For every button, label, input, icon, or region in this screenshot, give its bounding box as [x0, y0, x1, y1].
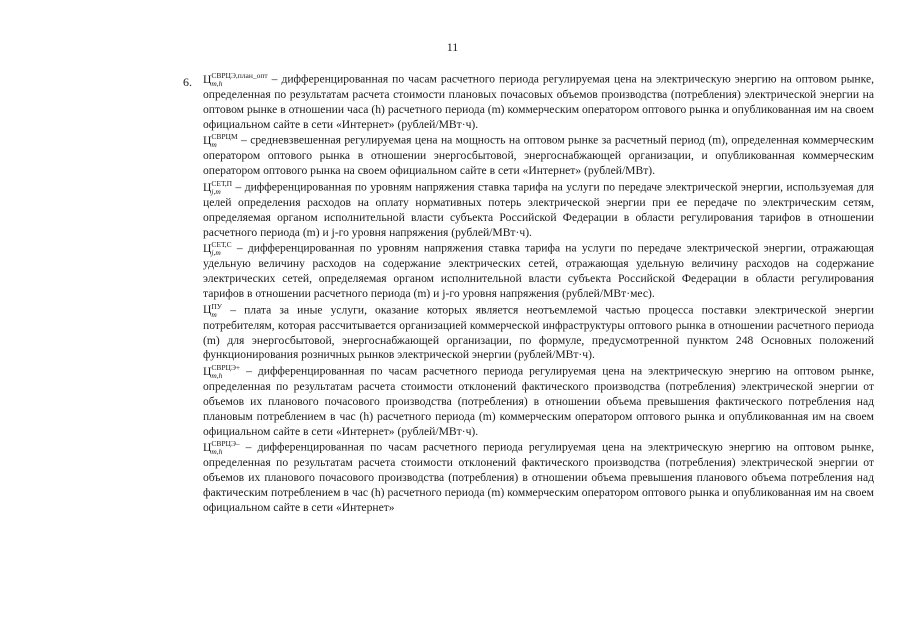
- formula-symbol: [203, 132, 238, 150]
- symbol-subscript: j,m: [211, 186, 221, 196]
- definition-paragraph: [203, 133, 874, 179]
- formula-symbol: [203, 439, 240, 457]
- definition-paragraph: [203, 180, 874, 240]
- formula-symbol: [203, 240, 232, 258]
- symbol-subscript: m: [211, 309, 217, 319]
- definition-paragraph: [203, 303, 874, 363]
- symbol-base: Ц: [203, 364, 212, 378]
- definition-text: – плата за иные услуги, оказание которых является неотъемлемой частью процесса поставки электрической энергии потребителям, которая рассчитывается организацией коммерческой инфраструктуры оптового рынка в отношении расчетного периода (m) для энергосбытовой, энергоснабжающей организации, по формуле, предусмотренной пунктом 248 Основных положений функционирования розничных рынков электрической энергии (рублей/МВт·ч).: [203, 303, 874, 362]
- symbol-base: Ц: [203, 134, 212, 148]
- symbol-superscript: СВРЦЭ,план_опт: [211, 71, 268, 80]
- symbol-subscript: m,h: [211, 79, 223, 88]
- formula-symbol: [203, 178, 233, 196]
- symbol-superscript: ПУ: [211, 301, 223, 311]
- page-number: 11: [446, 40, 459, 54]
- definition-text: – дифференцированная по часам расчетного периода регулируемая цена на электрическую энергию на оптовом рынке, определенная по результатам расчета стоимости отклонений фактического производства (потребления) электрической энергии от объемов их планового почасового производства (потребления) в отношении объема превышения фактического потребления над плановым потреблением в час (h) расчетного периода (m) коммерческим оператором оптового рынка и опубликованная им на своем официальном сайте в сети «Интернет» (рублей/МВт·ч).: [203, 364, 874, 438]
- symbol-superscript: СВРЦМ: [211, 132, 238, 142]
- symbol-subscript: m,h: [211, 447, 223, 457]
- definition-text: – средневзвешенная регулируемая цена на мощность на оптовом рынке за расчетный период (m), определенная коммерческим оператором оптового рынка в отношении энергосбытовой, энергоснабжающей организации, и опубликованная коммерческим оператором оптового рынка на своем официальном сайте в сети «Интернет» (рублей/МВт).: [203, 134, 874, 178]
- symbol-base: Ц: [203, 180, 212, 194]
- definition-text: – дифференцированная по часам расчетного периода регулируемая цена на электрическую энергию на оптовом рынке, определенная по результатам расчета стоимости отклонений фактического производства (потребления) электрической энергии от объемов их планового почасового производства (потребления) в отношении объема превышения планового объема потребления над фактическим потреблением в час (h) расчетного периода (m) коммерческим оператором оптового рынка и опубликованная им на своем официальном сайте в сети «Интернет»: [203, 441, 874, 514]
- definition-text: – дифференцированная по уровням напряжения ставка тарифа на услуги по передаче электрической энергии, отражающая удельную величину расходов на содержание электрических сетей, отражающая удельную величину расходов на содержание электрических сетей, определяемая органом исполнительной власти субъекта Российской Федерации в области регулирования тарифов в отношении расчетного периода (m) и j-го уровня напряжения (рублей/МВт·мес).: [203, 242, 874, 300]
- symbol-superscript: СВРЦЭ–: [211, 439, 240, 449]
- symbol-base: Ц: [203, 441, 212, 454]
- symbol-subscript: m,h: [211, 371, 223, 381]
- definition-text: – дифференцированная по уровням напряжения ставка тарифа на услуги по передаче электрической энергии, используемая для целей определения расходов на оплату нормативных потерь электрической энергии при ее передаче по электрическим сетям, определяемая органом исполнительной власти субъекта Российской Федерации в области регулирования тарифов в отношении расчетного периода (m) и j-го уровня напряжения (рублей/МВт·ч).: [203, 180, 874, 239]
- symbol-superscript: СВРЦЭ+: [211, 363, 241, 373]
- symbol-base: Ц: [203, 242, 212, 256]
- symbol-superscript: СЕТ,С: [211, 240, 232, 250]
- definition-paragraph: [203, 364, 874, 439]
- definition-paragraph: [203, 241, 874, 301]
- formula-symbol: [203, 363, 241, 381]
- symbol-base: Ц: [203, 72, 212, 86]
- symbol-superscript: СЕТ,П: [211, 178, 233, 188]
- symbol-subscript: j,m: [211, 248, 221, 258]
- definition-paragraph: [203, 440, 874, 515]
- definitions-list: [203, 72, 874, 517]
- symbol-base: Ц: [203, 303, 212, 317]
- definition-text: – дифференцированная по часам расчетного периода регулируемая цена на электрическую энергию на оптовом рынке, определенная по результатам расчета стоимости плановых почасовых объемов производства (потребления) электрической энергии на оптовом рынке в отношении часа (h) расчетного периода (m) коммерческим оператором оптового рынка и опубликованная им на своем официальном сайте в сети «Интернет» (рублей/МВт·ч).: [203, 72, 874, 131]
- definition-paragraph: [203, 72, 874, 132]
- formula-symbol: [203, 301, 223, 319]
- list-number: 6.: [183, 75, 192, 89]
- formula-symbol: [203, 73, 268, 86]
- symbol-subscript: m: [211, 140, 217, 150]
